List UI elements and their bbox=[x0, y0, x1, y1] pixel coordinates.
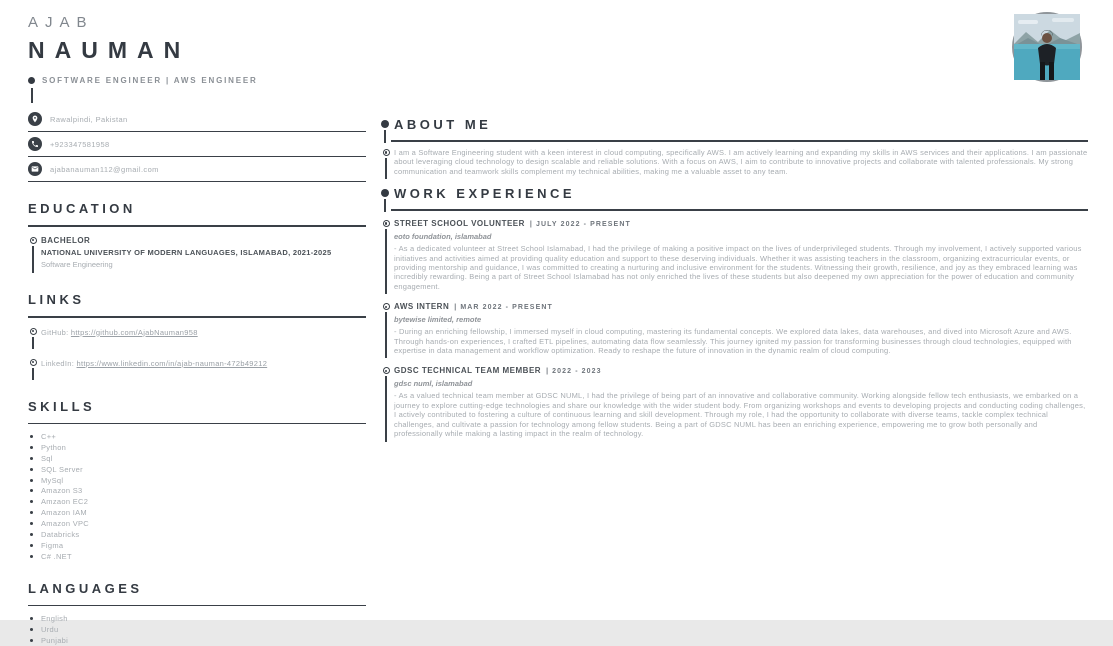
skill-item: Amazon IAM bbox=[28, 507, 366, 518]
school-name: NATIONAL UNIVERSITY OF MODERN LANGUAGES, ISLAMABAD, 2021-2025 bbox=[41, 248, 332, 257]
skills-list bbox=[28, 431, 366, 562]
experience-title: STREET SCHOOL VOLUNTEER bbox=[394, 219, 525, 229]
phone-text: +923347581958 bbox=[50, 139, 110, 149]
timeline-line bbox=[385, 229, 387, 294]
location-pin-icon bbox=[28, 112, 42, 126]
divider bbox=[28, 605, 366, 607]
experience-heading: WORK EXPERIENCE bbox=[394, 186, 576, 202]
bullet-dot-icon bbox=[30, 479, 33, 482]
degree-title: BACHELOR bbox=[41, 235, 91, 245]
first-name: AJAB bbox=[28, 14, 94, 31]
bullet-dot-icon bbox=[30, 489, 33, 492]
link-content bbox=[38, 358, 366, 380]
location-text: Rawalpindi, Pakistan bbox=[50, 114, 128, 124]
bullet-dot-icon bbox=[30, 544, 33, 547]
experience-content bbox=[391, 302, 1088, 358]
skill-item: SQL Server bbox=[28, 464, 366, 475]
experience-content bbox=[391, 366, 1088, 441]
email-text: ajabanauman112@gmail.com bbox=[50, 164, 159, 174]
skill-item: Sql bbox=[28, 453, 366, 464]
bullet-dot-icon bbox=[30, 639, 33, 642]
language-item: Urdu bbox=[28, 624, 366, 635]
divider bbox=[391, 140, 1088, 142]
timeline-stub bbox=[31, 88, 33, 103]
timeline-column bbox=[28, 236, 38, 274]
timeline-line bbox=[385, 312, 387, 358]
timeline-line bbox=[385, 158, 387, 179]
link-item-linkedin bbox=[28, 358, 366, 380]
skills-heading: SKILLS bbox=[28, 398, 96, 414]
divider bbox=[28, 423, 366, 425]
timeline-line bbox=[32, 368, 34, 380]
timeline-marker-icon bbox=[30, 328, 37, 335]
experience-title-row bbox=[394, 219, 1088, 228]
timeline-column bbox=[381, 302, 391, 358]
timeline-marker-icon bbox=[383, 220, 390, 227]
job-title: SOFTWARE ENGINEER | AWS ENGINEER bbox=[42, 76, 258, 85]
skill-item: Python bbox=[28, 442, 366, 453]
skill-item: Amazon S3 bbox=[28, 485, 366, 496]
bullet-dot-icon bbox=[30, 533, 33, 536]
timeline-marker-icon bbox=[383, 367, 390, 374]
timeline-column bbox=[28, 327, 38, 349]
experience-org: eoto foundation, islamabad bbox=[394, 231, 492, 241]
timeline-column bbox=[381, 120, 389, 143]
about-text: I am a Software Engineering student with a keen interest in cloud computing, specifically AWS. I am actively learning and expanding my skills in AWS services and their applications. I am passionate about leveraging cloud technology to design scalable and reliable solutions. With a focus on AWS, I aim to contribute to innovative projects and collaborate with talented professionals. My strong communication and teamwork skills complement my technical abilities, making me a valuable asset to any team. bbox=[394, 148, 1088, 176]
bullet-dot-icon bbox=[30, 468, 33, 471]
timeline-column bbox=[381, 366, 391, 441]
skill-item: Figma bbox=[28, 540, 366, 551]
section-bullet-icon bbox=[381, 189, 389, 197]
about-item bbox=[381, 148, 1088, 179]
experience-title-row bbox=[394, 366, 1088, 375]
contact-phone-row bbox=[28, 132, 366, 157]
timeline-marker-icon bbox=[383, 303, 390, 310]
experience-dates: | 2022 - 2023 bbox=[546, 368, 602, 376]
link-item-github bbox=[28, 327, 366, 349]
right-column bbox=[381, 117, 1088, 449]
timeline-stub bbox=[384, 130, 386, 143]
profile-photo bbox=[1012, 12, 1082, 82]
skill-item: C++ bbox=[28, 431, 366, 442]
language-item: English bbox=[28, 613, 366, 624]
last-name: NAUMAN bbox=[28, 37, 191, 63]
bullet-dot-icon bbox=[30, 446, 33, 449]
bullet-dot-icon bbox=[30, 457, 33, 460]
experience-description: - During an enriching fellowship, I immersed myself in cloud computing, mastering its fundamental concepts. We explored data lakes, data warehouses, and dived into Microsoft Azure and AWS. Through hands-on experiences, I crafted ETL pipelines, automating data flow seamlessly. This journey ignited my passion for transforming businesses through cloud technologies, equipped with expertise in data management and workflow optimization. Ready to reshape the future of innovation in the dynamic realm of cloud computing. bbox=[394, 327, 1072, 356]
education-item bbox=[28, 236, 366, 274]
experience-dates: | MAR 2022 - PRESENT bbox=[454, 304, 553, 312]
contact-location-row bbox=[28, 107, 366, 132]
timeline-marker-icon bbox=[383, 149, 390, 156]
about-heading: ABOUT ME bbox=[394, 117, 492, 132]
languages-list bbox=[28, 613, 366, 646]
timeline-column bbox=[28, 358, 38, 380]
timeline-column bbox=[381, 148, 391, 179]
experience-dates: | JULY 2022 - PRESENT bbox=[529, 221, 631, 229]
language-item: Punjabi bbox=[28, 635, 366, 646]
bullet-dot-icon bbox=[30, 435, 33, 438]
skill-item: Amazon VPC bbox=[28, 518, 366, 529]
experience-item bbox=[381, 302, 1088, 358]
bullet-dot-icon bbox=[30, 522, 33, 525]
bullet-dot-icon bbox=[30, 511, 33, 514]
section-bullet-icon bbox=[381, 120, 389, 128]
linkedin-link[interactable]: https://www.linkedin.com/in/ajab-nauman-472b49212 bbox=[76, 358, 268, 368]
experience-item bbox=[381, 219, 1088, 294]
contact-list bbox=[28, 107, 366, 182]
experience-description: - As a valued technical team member at GDSC NUML, I had the privilege of being part of an innovative and collaborative community. Working alongside fellow tech enthusiasts, we embarked on a journey to explore cutting-edge technologies and share our knowledge with the wider student body. From organizing workshops and events to developing projects and conducting coding challenges, I actively contributed to fostering a culture of continuous learning and skill development. Through my role, I had the opportunity to collaborate with diverse teams, tackle complex technical challenges, and cultivate a passion for technology among fellow students. Being a part of GDSC NUML has been an enriching experience, empowering me to grow both personally and professionally while making a lasting impact in the realm of technology. bbox=[394, 391, 1086, 439]
timeline-line bbox=[32, 337, 34, 349]
phone-icon bbox=[28, 137, 42, 151]
timeline-column bbox=[381, 219, 391, 294]
divider bbox=[391, 209, 1088, 211]
link-content bbox=[38, 327, 366, 349]
languages-heading: LANGUAGES bbox=[28, 580, 143, 596]
bullet-dot-icon bbox=[30, 628, 33, 631]
experience-title: AWS INTERN bbox=[394, 302, 450, 312]
skill-item: Databricks bbox=[28, 529, 366, 540]
experience-description: - As a dedicated volunteer at Street School Islamabad, I had the privilege of making a positive impact on the lives of underprivileged students. Through my involvement, I actively supported various initiatives and activities aimed at providing quality education and support to these deserving individuals. Whether it was assisting teachers in the classroom, organizing extracurricular events, or providing mentorship and guidance, I was committed to creating a nurturing and inclusive environment for the students. Witnessing their growth, resilience, and joy as they embraced learning was incredibly rewarding. Being a part of Street School Islamabad has not only enriched the lives of these students but also deepened my own appreciation for the power of education and community engagement. bbox=[394, 244, 1082, 291]
divider bbox=[28, 316, 366, 318]
skill-item: C# .NET bbox=[28, 551, 366, 562]
github-link[interactable]: https://github.com/AjabNauman958 bbox=[70, 327, 198, 337]
timeline-line bbox=[32, 246, 34, 274]
timeline-marker-icon bbox=[30, 237, 37, 244]
bullet-dot-icon bbox=[30, 555, 33, 558]
about-section bbox=[381, 117, 1088, 179]
divider bbox=[28, 225, 366, 227]
experience-title: GDSC TECHNICAL TEAM MEMBER bbox=[394, 366, 542, 376]
left-column bbox=[28, 14, 366, 646]
experience-org: bytewise limited, remote bbox=[394, 314, 482, 324]
experience-content bbox=[391, 219, 1088, 294]
skill-item: Amzaon EC2 bbox=[28, 496, 366, 507]
linkedin-label: LinkedIn: bbox=[41, 358, 75, 368]
education-heading: EDUCATION bbox=[28, 201, 136, 216]
about-content bbox=[391, 148, 1088, 179]
experience-org: gdsc numl, islamabad bbox=[394, 378, 473, 388]
bullet-dot-icon bbox=[30, 617, 33, 620]
timeline-line bbox=[385, 376, 387, 441]
role-row bbox=[28, 76, 366, 85]
bullet-icon bbox=[28, 77, 35, 84]
contact-email-row bbox=[28, 157, 366, 182]
timeline-stub bbox=[384, 199, 386, 212]
timeline-marker-icon bbox=[30, 359, 37, 366]
education-content bbox=[38, 236, 366, 274]
timeline-column bbox=[381, 189, 389, 212]
links-heading: LINKS bbox=[28, 292, 85, 307]
skill-item: MySql bbox=[28, 475, 366, 486]
github-label: GitHub: bbox=[41, 327, 69, 337]
envelope-icon bbox=[28, 162, 42, 176]
experience-section bbox=[381, 186, 1088, 441]
experience-title-row bbox=[394, 302, 1088, 311]
bullet-dot-icon bbox=[30, 500, 33, 503]
field-of-study: Software Engineering bbox=[41, 260, 113, 269]
experience-item bbox=[381, 366, 1088, 441]
